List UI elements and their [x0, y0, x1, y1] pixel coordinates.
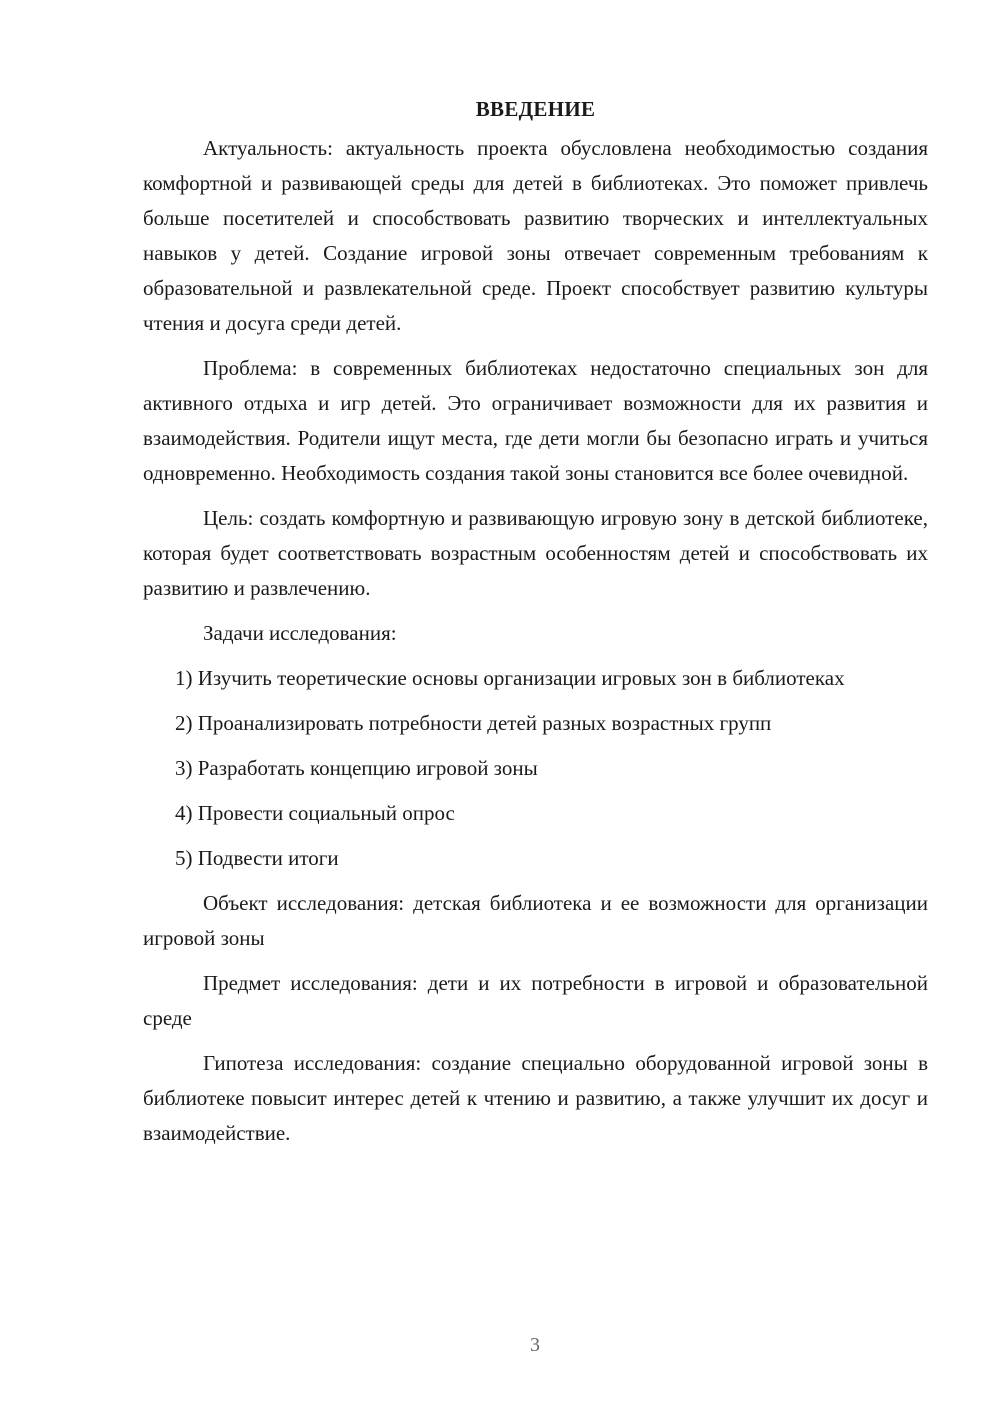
- paragraph-problem: Проблема: в современных библиотеках недостаточно специальных зон для активного отдыха и игр детей. Это ограничивает возможности для их развития и взаимодействия. Родители ищут места, где дети могли бы безопасно играть и учиться одновременно. Необходимость создания такой зоны становится все более очевидной.: [143, 356, 928, 485]
- paragraph-goal: Цель: создать комфортную и развивающую игровую зону в детской библиотеке, которая будет соответствовать возрастным особенностям детей и способствовать их развитию и развлечению.: [143, 506, 928, 600]
- page-number: 3: [530, 1334, 540, 1356]
- task-item-4: 4) Провести социальный опрос: [175, 801, 455, 825]
- document-page: [143, 92, 928, 1161]
- task-item-1: 1) Изучить теоретические основы организации игровых зон в библиотеках: [175, 666, 845, 690]
- paragraph-subject: Предмет исследования: дети и их потребности в игровой и образовательной среде: [143, 971, 928, 1030]
- paragraph-relevance: Актуальность: актуальность проекта обусловлена необходимостью создания комфортной и развивающей среды для детей в библиотеках. Это поможет привлечь больше посетителей и способствовать развитию творческих и интеллектуальных навыков у детей. Создание игровой зоны отвечает современным требованиям к образовательной и развлекательной среде. Проект способствует развитию культуры чтения и досуга среди детей.: [143, 136, 928, 335]
- paragraph-hypothesis: Гипотеза исследования: создание специально оборудованной игровой зоны в библиотеке повысит интерес детей к чтению и развитию, а также улучшит их досуг и взаимодействие.: [143, 1051, 928, 1145]
- paragraph-tasks-heading: Задачи исследования:: [203, 621, 397, 645]
- task-item-5: 5) Подвести итоги: [175, 846, 339, 870]
- task-item-3: 3) Разработать концепцию игровой зоны: [175, 756, 538, 780]
- paragraph-object: Объект исследования: детская библиотека и ее возможности для организации игровой зоны: [143, 891, 928, 950]
- task-item-2: 2) Проанализировать потребности детей разных возрастных групп: [175, 711, 772, 735]
- section-title: ВВЕДЕНИЕ: [475, 97, 596, 121]
